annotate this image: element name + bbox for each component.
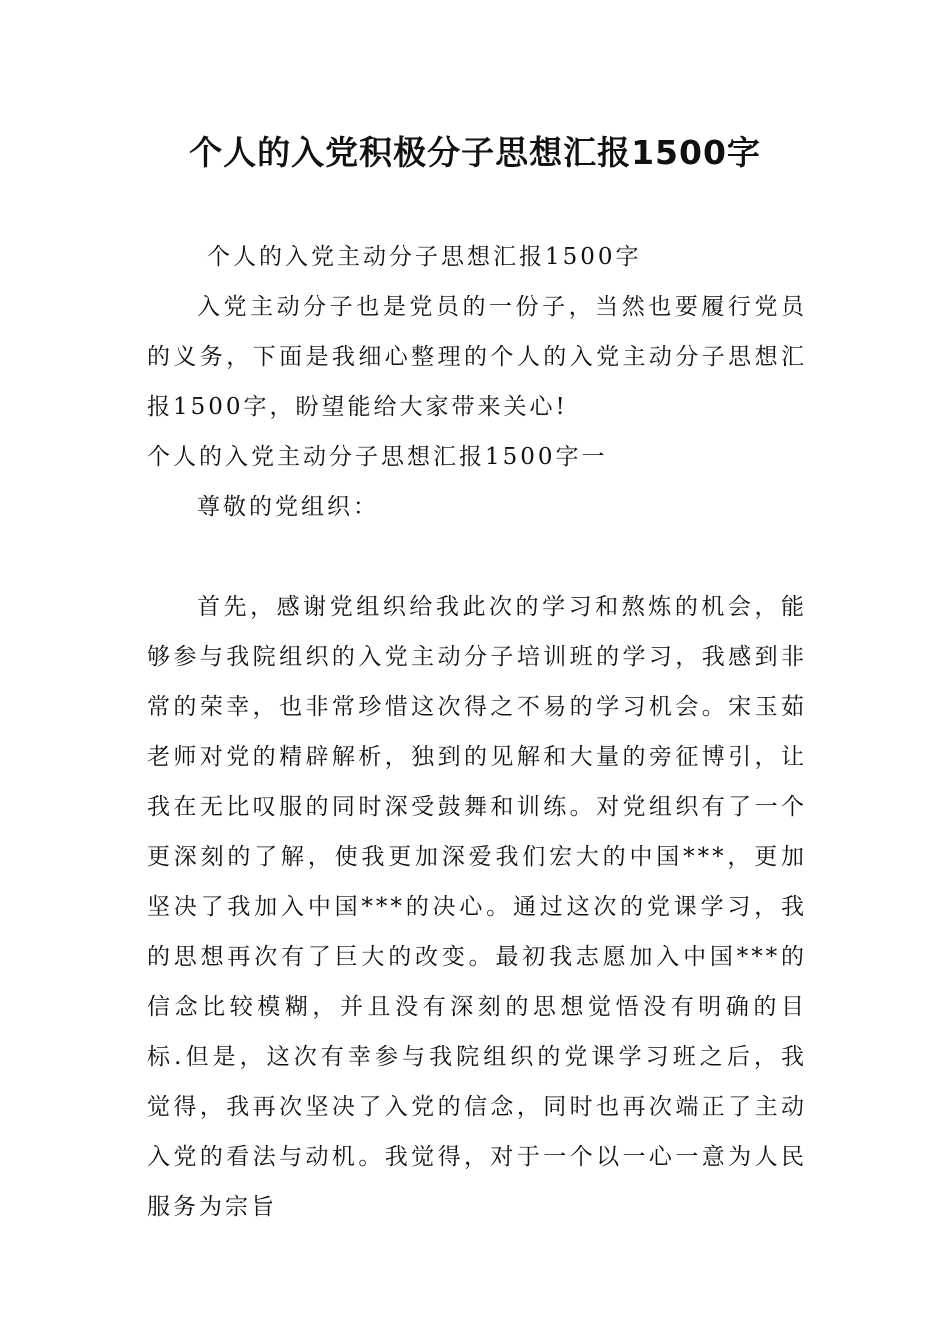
document-subtitle: 个人的入党主动分子思想汇报1500字 bbox=[207, 244, 642, 270]
intro-paragraph: 入党主动分子也是党员的一份子，当然也要履行党员的义务，下面是我细心整理的个人的入党主动分子思想汇报1500字，盼望能给大家带来关心! bbox=[147, 294, 807, 420]
body-paragraph: 首先，感谢党组织给我此次的学习和熬炼的机会，能够参与我院组织的入党主动分子培训班的学习，我感到非常的荣幸，也非常珍惜这次得之不易的学习机会。宋玉茹老师对党的精辟解析，独到的见解和大量的旁征博引，让我在无比叹服的同时深受鼓舞和训练。对党组织有了一个更深刻的了解，使我更加深爱我们宏大的中国***，更加坚决了我加入中国***的决心。通过这次的党课学习，我的思想再次有了巨大的改变。最初我志愿加入中国***的信念比较模糊，并且没有深刻的思想觉悟没有明确的目标.但是，这次有幸参与我院组织的党课学习班之后，我觉得，我再次坚决了入党的信念，同时也再次端正了主动入党的看法与动机。我觉得，对于一个以一心一意为人民服务为宗旨 bbox=[147, 594, 807, 1220]
salutation: 尊敬的党组织： bbox=[197, 494, 379, 520]
section-heading: 个人的入党主动分子思想汇报1500字一 bbox=[147, 444, 608, 470]
document-title: 个人的入党积极分子思想汇报1500字 bbox=[189, 133, 761, 172]
